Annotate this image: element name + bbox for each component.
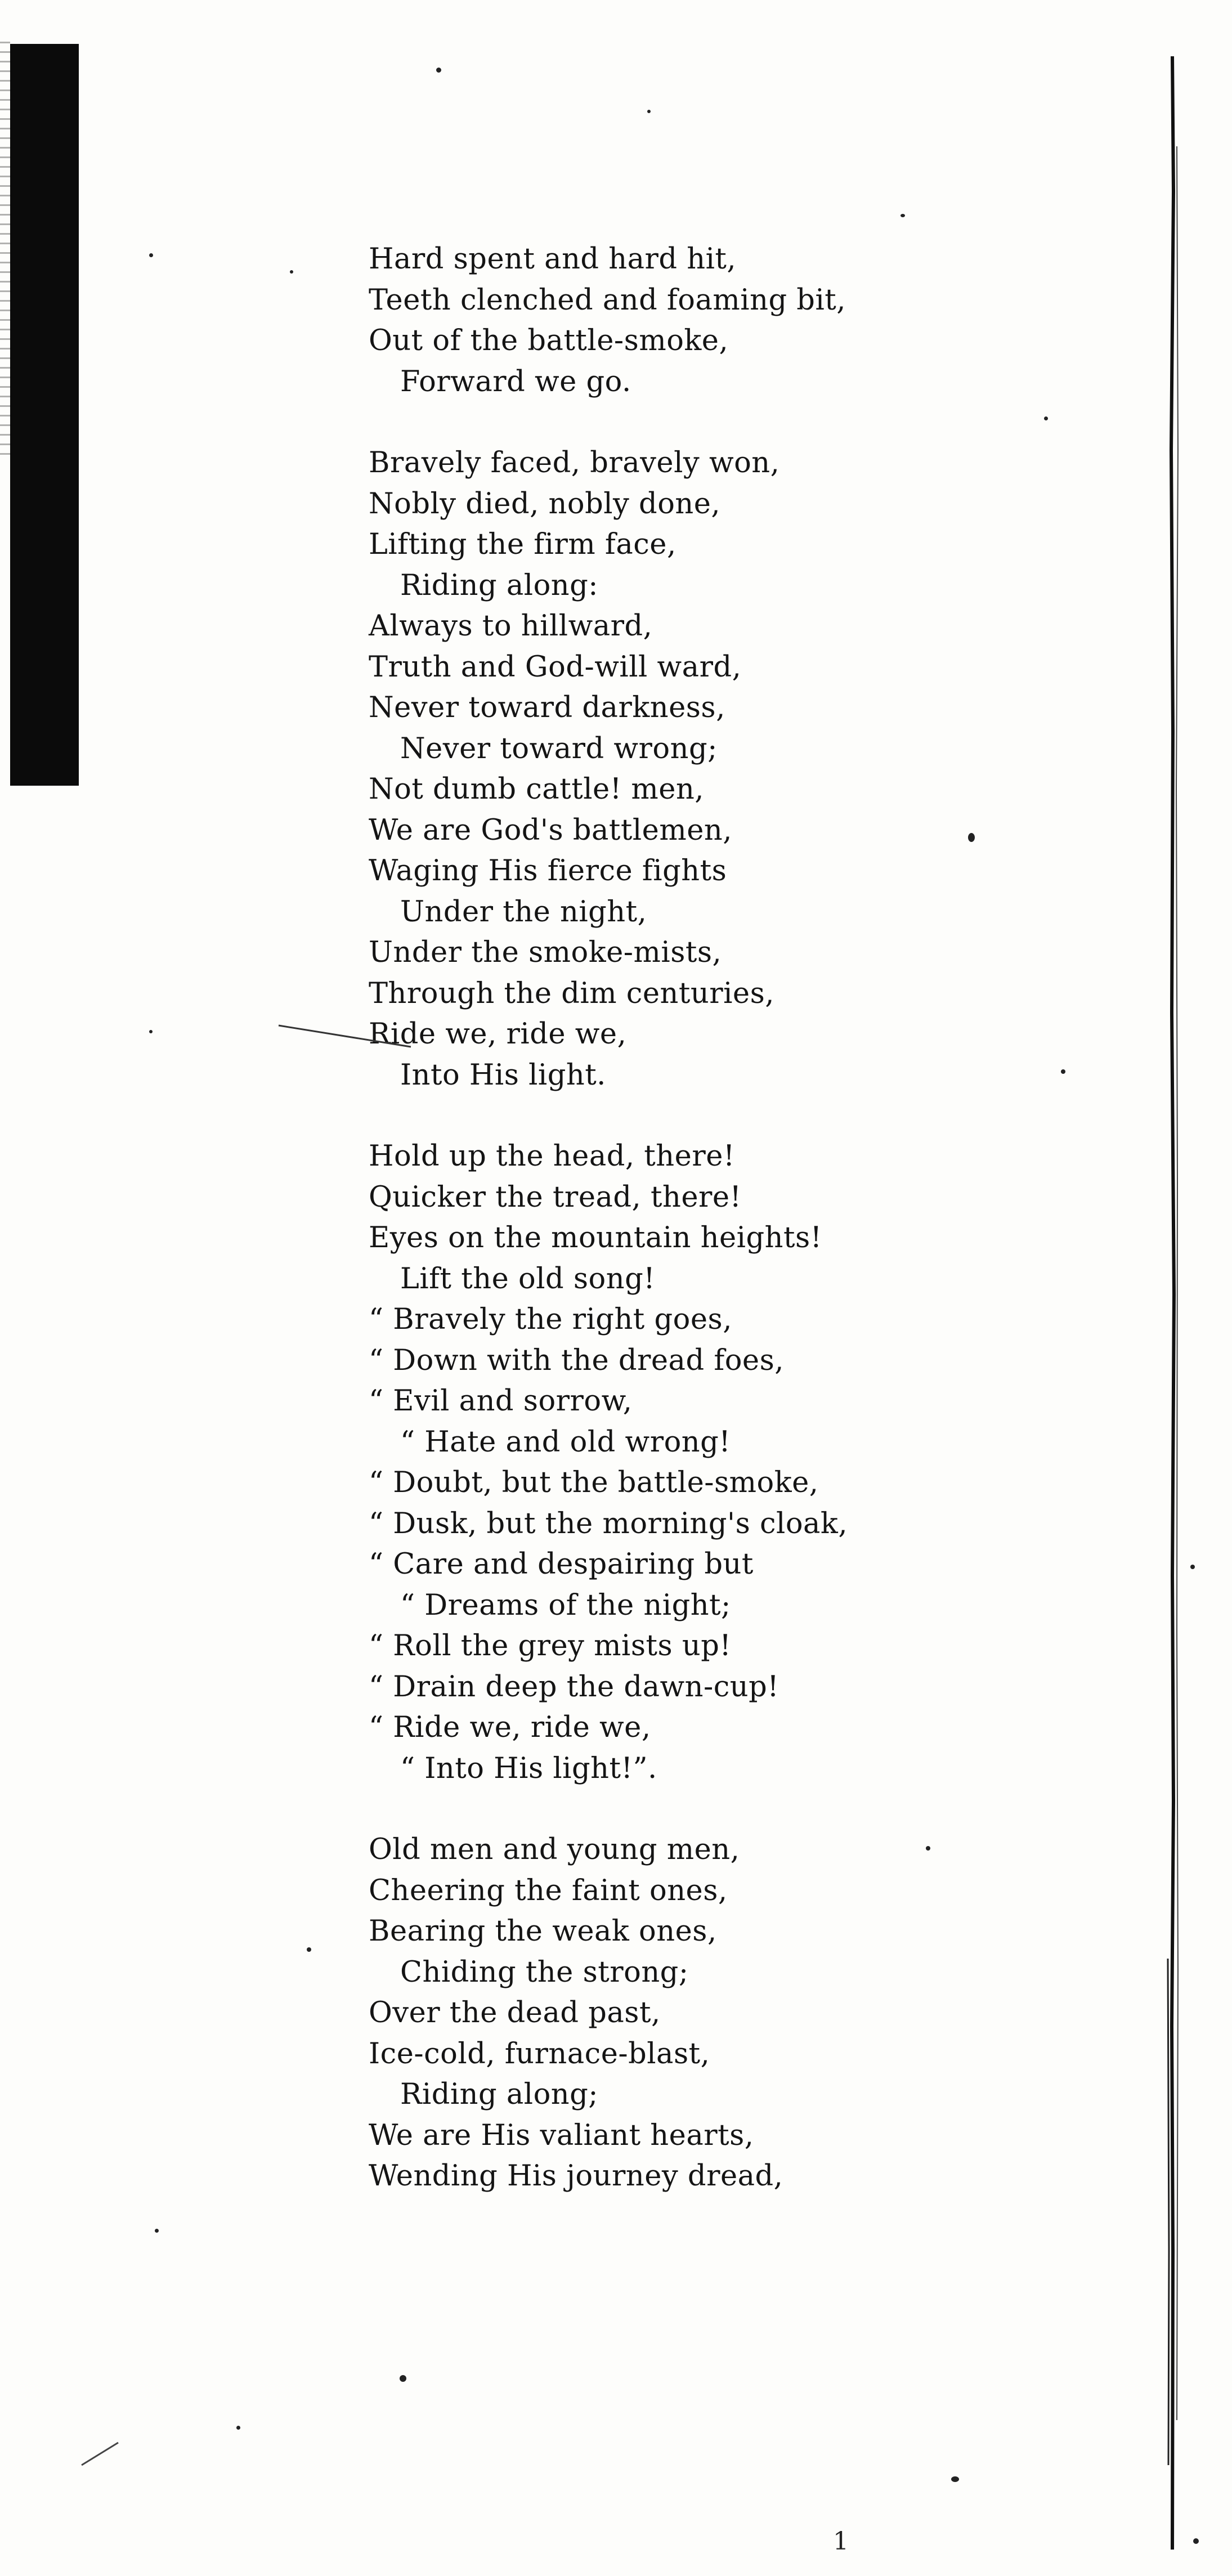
poem-line: Never toward darkness, [369,691,725,724]
poem-line: “ Ride we, ride we, [369,1711,651,1744]
poem-line: Wending His journey dread, [369,2160,783,2193]
poem-line: Ride we, ride we, [369,1018,627,1051]
ink-speck [1044,416,1048,420]
poem-line: Forward we go. [400,365,631,398]
ink-speck [307,1947,311,1952]
poem-line: Out of the battle-smoke, [369,324,729,357]
ink-speck [926,1846,930,1851]
stray-pen-stroke [79,2437,124,2471]
poem-line: “ Bravely the right goes, [369,1303,732,1336]
ink-speck [290,270,293,274]
poem-line: Bravely faced, bravely won, [369,446,780,480]
poem-line: “ Into His light!”. [400,1751,657,1785]
ink-speck [1061,1069,1065,1074]
poem-line: Old men and young men, [369,1833,740,1866]
ink-speck [1190,1565,1195,1569]
page-fold-edge [1166,56,1182,2550]
poem-line: “ Hate and old wrong! [400,1425,731,1459]
ink-speck [400,2375,406,2382]
poem-line: Under the smoke-mists, [369,936,722,969]
stanza [369,443,988,1096]
scan-binding-shadow [10,44,79,786]
poem-line: Ice-cold, furnace-blast, [369,2037,710,2071]
poem-line: Under the night, [400,895,647,929]
poem-line: Truth and God-will ward, [369,650,742,684]
ink-speck [149,253,153,257]
poem-line: Nobly died, nobly done, [369,487,721,521]
poem-line: “ Doubt, but the battle-smoke, [369,1466,819,1499]
stanza [369,239,988,402]
poem-line: Over the dead past, [369,1996,661,2030]
poem-line: Waging His fierce fights [369,854,727,888]
ink-speck [236,2426,240,2430]
poem-line: Not dumb cattle! men, [369,773,705,806]
poem-line: Hold up the head, there! [369,1140,735,1173]
poem-line: Lifting the firm face, [369,528,677,561]
poem-line: Teeth clenched and foaming bit, [369,283,846,317]
poem-line: Into His light. [400,1058,606,1092]
poem-line: Riding along; [400,2078,598,2111]
poem-line: Bearing the weak ones, [369,1915,717,1948]
poem-line: Cheering the faint ones, [369,1874,728,1907]
ink-speck [647,110,651,113]
poem-line: “ Dusk, but the morning's cloak, [369,1507,848,1540]
poem-line: We are God's battlemen, [369,813,732,847]
ink-speck [436,68,441,73]
poem-line: We are His valiant hearts, [369,2118,754,2152]
ink-speck [968,833,975,842]
poem-text [369,239,988,2238]
stray-pen-stroke [276,1019,416,1052]
poem-line: Always to hillward, [369,610,653,643]
poem-line: “ Roll the grey mists up! [369,1629,732,1663]
poem-line: “ Drain deep the dawn-cup! [369,1670,779,1704]
poem-line: “ Dreams of the night; [400,1588,731,1622]
stanza [369,1830,988,2197]
poem-line: “ Evil and sorrow, [369,1385,633,1418]
ink-speck [1193,2538,1199,2544]
ink-speck [901,214,905,217]
poem-line: Through the dim centuries, [369,976,774,1010]
scan-edge-speckle [0,34,10,462]
poem-line: “ Care and despairing but [369,1548,754,1581]
poem-line: Quicker the tread, there! [369,1180,742,1214]
poem-line: Eyes on the mountain heights! [369,1221,822,1255]
poem-line: “ Down with the dread foes, [369,1343,784,1377]
poem-line: Riding along: [400,568,598,602]
ink-speck [951,2476,959,2482]
poem-line: Lift the old song! [400,1262,656,1296]
stanza [369,1136,988,1789]
page-mark: 1 [833,2527,849,2556]
poem-line: Chiding the strong; [400,1955,689,1989]
poem-line: Never toward wrong; [400,732,718,765]
poem-line: Hard spent and hard hit, [369,243,737,276]
ink-speck [149,1030,153,1033]
ink-speck [155,2229,159,2233]
